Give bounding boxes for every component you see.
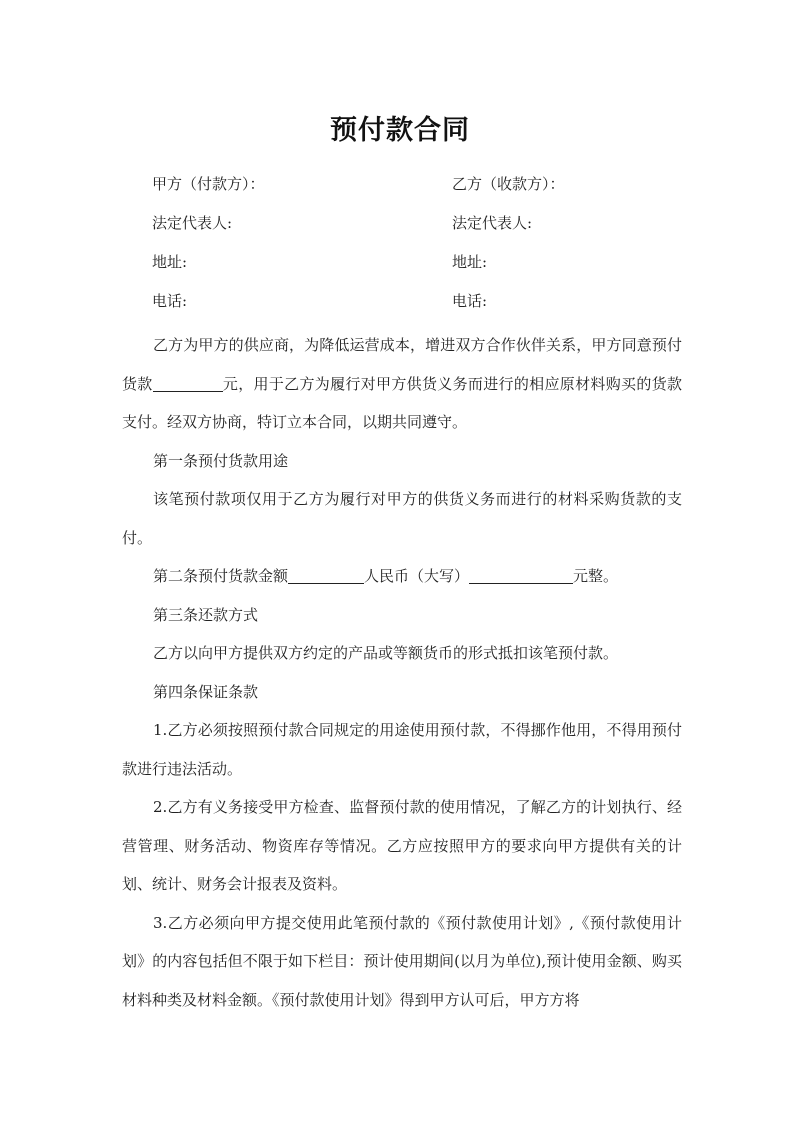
party-b-phone: 电话: <box>452 292 488 310</box>
article-4-item-1: 1.乙方必须按照预付款合同规定的用途使用预付款，不得挪作他用，不得用预付款进行违法活动。 <box>122 721 682 778</box>
contract-body <box>122 326 682 1019</box>
party-row-names <box>152 172 692 196</box>
article-3-text: 乙方以向甲方提供双方约定的产品或等额货币的形式抵扣该笔预付款。 <box>153 644 619 662</box>
prepayment-amount-blank <box>153 374 223 392</box>
amount-figure-blank <box>288 566 364 584</box>
party-row-phone <box>152 289 692 313</box>
party-row-address <box>152 250 692 274</box>
party-a-label: 甲方（付款方）： <box>152 175 265 193</box>
party-row-representative <box>152 211 692 235</box>
amount-words-blank <box>469 566 573 584</box>
party-a-phone: 电话: <box>152 292 188 310</box>
article-2-heading: 第二条预付货款金额 <box>153 567 289 585</box>
article-2-suffix: 元整。 <box>573 567 619 585</box>
article-1-text: 该笔预付款项仅用于乙方为履行对甲方的供货义务而进行的材料采购货款的支付。 <box>122 490 682 547</box>
intro-paragraph <box>122 326 682 442</box>
party-b-representative: 法定代表人: <box>452 214 533 232</box>
article-4-item-3: 3.乙方必须向甲方提交使用此笔预付款的《预付款使用计划》,《预付款使用计划》的内容包括但不限于如下栏目：预计使用期间(以月为单位),预计使用金额、购买材料种类及材料金额。《预付款使用计划》得到甲方认可后，甲方方将 <box>122 913 682 1009</box>
party-b-address: 地址: <box>452 253 488 271</box>
article-1-heading: 第一条预付货款用途 <box>153 451 289 470</box>
party-a-representative: 法定代表人: <box>152 214 233 232</box>
article-3-heading: 第三条还款方式 <box>153 605 259 624</box>
intro-text-2: 元，用于乙方为履行对甲方供货义务而进行的相应原材料购买的货款支付。经双方协商，特订立本合同，以期共同遵守。 <box>122 374 682 431</box>
party-a-address: 地址: <box>152 253 188 271</box>
article-2-rmb-label: 人民币（大写） <box>364 567 470 585</box>
article-2 <box>122 557 682 596</box>
intro-text-1: 乙方为甲方的供应商，为降低运营成本，增进双方合作伙伴关系，甲方同意预付货款 <box>122 336 682 393</box>
party-b-label: 乙方（收款方）： <box>452 175 565 193</box>
article-4-heading: 第四条保证条款 <box>153 682 259 701</box>
article-4-item-2: 2.乙方有义务接受甲方检查、监督预付款的使用情况，了解乙方的计划执行、经营管理、财务活动、物资库存等情况。乙方应按照甲方的要求向甲方提供有关的计划、统计、财务会计报表及资料。 <box>122 798 682 893</box>
document-title: 预付款合同 <box>330 115 470 146</box>
